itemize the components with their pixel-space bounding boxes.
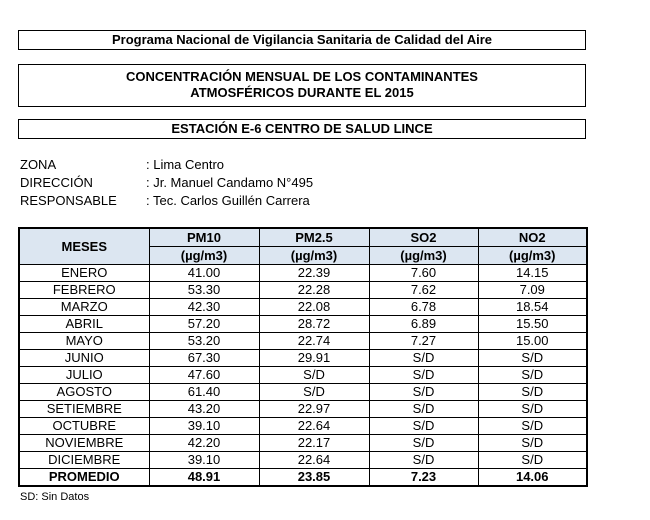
header-row xyxy=(19,228,587,247)
value-cell: 28.72 xyxy=(259,316,369,333)
value-cell: S/D xyxy=(369,418,478,435)
value-cell: 22.08 xyxy=(259,299,369,316)
info-row-responsable xyxy=(20,192,313,210)
station-title: ESTACIÓN E-6 CENTRO DE SALUD LINCE xyxy=(171,121,433,136)
average-value: 14.06 xyxy=(478,469,587,487)
table-header xyxy=(19,228,587,265)
value-cell: S/D xyxy=(369,367,478,384)
month-cell: ABRIL xyxy=(19,316,149,333)
value-cell: S/D xyxy=(478,401,587,418)
table-row xyxy=(19,282,587,299)
table-row xyxy=(19,316,587,333)
program-title-box xyxy=(18,30,586,50)
station-info xyxy=(20,156,313,210)
value-cell: 41.00 xyxy=(149,265,259,282)
info-label: DIRECCIÓN xyxy=(20,175,93,190)
value-cell: S/D xyxy=(259,384,369,401)
info-value: : Jr. Manuel Candamo N°495 xyxy=(146,175,314,190)
header-unit: (µg/m3) xyxy=(149,247,259,265)
value-cell: 14.15 xyxy=(478,265,587,282)
table-row xyxy=(19,384,587,401)
value-cell: 57.20 xyxy=(149,316,259,333)
average-row xyxy=(19,469,587,487)
station-box xyxy=(18,119,586,139)
month-cell: OCTUBRE xyxy=(19,418,149,435)
month-cell: MAYO xyxy=(19,333,149,350)
value-cell: 53.30 xyxy=(149,282,259,299)
info-row-zona xyxy=(20,156,313,174)
value-cell: 22.74 xyxy=(259,333,369,350)
value-cell: 6.89 xyxy=(369,316,478,333)
value-cell: 22.97 xyxy=(259,401,369,418)
value-cell: 67.30 xyxy=(149,350,259,367)
value-cell: 22.39 xyxy=(259,265,369,282)
value-cell: S/D xyxy=(478,452,587,469)
value-cell: 7.09 xyxy=(478,282,587,299)
header-unit: (µg/m3) xyxy=(259,247,369,265)
value-cell: S/D xyxy=(369,401,478,418)
value-cell: 15.50 xyxy=(478,316,587,333)
average-value: 23.85 xyxy=(259,469,369,487)
value-cell: S/D xyxy=(369,350,478,367)
value-cell: S/D xyxy=(369,435,478,452)
table-row xyxy=(19,367,587,384)
program-title: Programa Nacional de Vigilancia Sanitaria de Calidad del Aire xyxy=(111,32,493,47)
value-cell: S/D xyxy=(478,350,587,367)
info-label: RESPONSABLE xyxy=(20,193,117,208)
header-months: MESES xyxy=(19,228,149,265)
value-cell: S/D xyxy=(369,384,478,401)
table-row xyxy=(19,401,587,418)
info-value: : Lima Centro xyxy=(146,157,225,172)
header-pollutant: SO2 xyxy=(369,228,478,247)
value-cell: 22.64 xyxy=(259,418,369,435)
table-row xyxy=(19,333,587,350)
table-row xyxy=(19,299,587,316)
value-cell: 47.60 xyxy=(149,367,259,384)
month-cell: FEBRERO xyxy=(19,282,149,299)
value-cell: 22.28 xyxy=(259,282,369,299)
table-row xyxy=(19,418,587,435)
value-cell: 7.62 xyxy=(369,282,478,299)
info-row-direccion xyxy=(20,174,313,192)
table-row xyxy=(19,265,587,282)
average-value: 7.23 xyxy=(369,469,478,487)
concentration-table xyxy=(18,227,588,487)
report-title-line1: CONCENTRACIÓN MENSUAL DE LOS CONTAMINANTES xyxy=(126,69,478,84)
value-cell: 22.17 xyxy=(259,435,369,452)
month-cell: MARZO xyxy=(19,299,149,316)
report-title-box xyxy=(18,64,586,107)
month-cell: AGOSTO xyxy=(19,384,149,401)
value-cell: S/D xyxy=(369,452,478,469)
value-cell: 7.60 xyxy=(369,265,478,282)
value-cell: 6.78 xyxy=(369,299,478,316)
value-cell: 39.10 xyxy=(149,452,259,469)
value-cell: S/D xyxy=(478,367,587,384)
value-cell: 43.20 xyxy=(149,401,259,418)
table-row xyxy=(19,350,587,367)
footnote: SD: Sin Datos xyxy=(20,491,90,503)
header-pollutant: PM10 xyxy=(149,228,259,247)
info-value: : Tec. Carlos Guillén Carrera xyxy=(146,193,310,208)
table-row xyxy=(19,435,587,452)
value-cell: S/D xyxy=(478,418,587,435)
month-cell: JUNIO xyxy=(19,350,149,367)
month-cell: NOVIEMBRE xyxy=(19,435,149,452)
table-body xyxy=(19,265,587,487)
value-cell: 29.91 xyxy=(259,350,369,367)
report-title-line2: ATMOSFÉRICOS DURANTE EL 2015 xyxy=(190,85,414,100)
value-cell: 42.20 xyxy=(149,435,259,452)
value-cell: 22.64 xyxy=(259,452,369,469)
value-cell: 18.54 xyxy=(478,299,587,316)
value-cell: 42.30 xyxy=(149,299,259,316)
average-label: PROMEDIO xyxy=(19,469,149,487)
month-cell: ENERO xyxy=(19,265,149,282)
month-cell: DICIEMBRE xyxy=(19,452,149,469)
header-unit: (µg/m3) xyxy=(369,247,478,265)
value-cell: S/D xyxy=(478,435,587,452)
value-cell: S/D xyxy=(259,367,369,384)
value-cell: S/D xyxy=(478,384,587,401)
header-pollutant: NO2 xyxy=(478,228,587,247)
header-pollutant: PM2.5 xyxy=(259,228,369,247)
average-value: 48.91 xyxy=(149,469,259,487)
header-unit: (µg/m3) xyxy=(478,247,587,265)
value-cell: 39.10 xyxy=(149,418,259,435)
month-cell: SETIEMBRE xyxy=(19,401,149,418)
month-cell: JULIO xyxy=(19,367,149,384)
info-label: ZONA xyxy=(20,157,57,172)
value-cell: 15.00 xyxy=(478,333,587,350)
value-cell: 53.20 xyxy=(149,333,259,350)
value-cell: 7.27 xyxy=(369,333,478,350)
table-row xyxy=(19,452,587,469)
value-cell: 61.40 xyxy=(149,384,259,401)
